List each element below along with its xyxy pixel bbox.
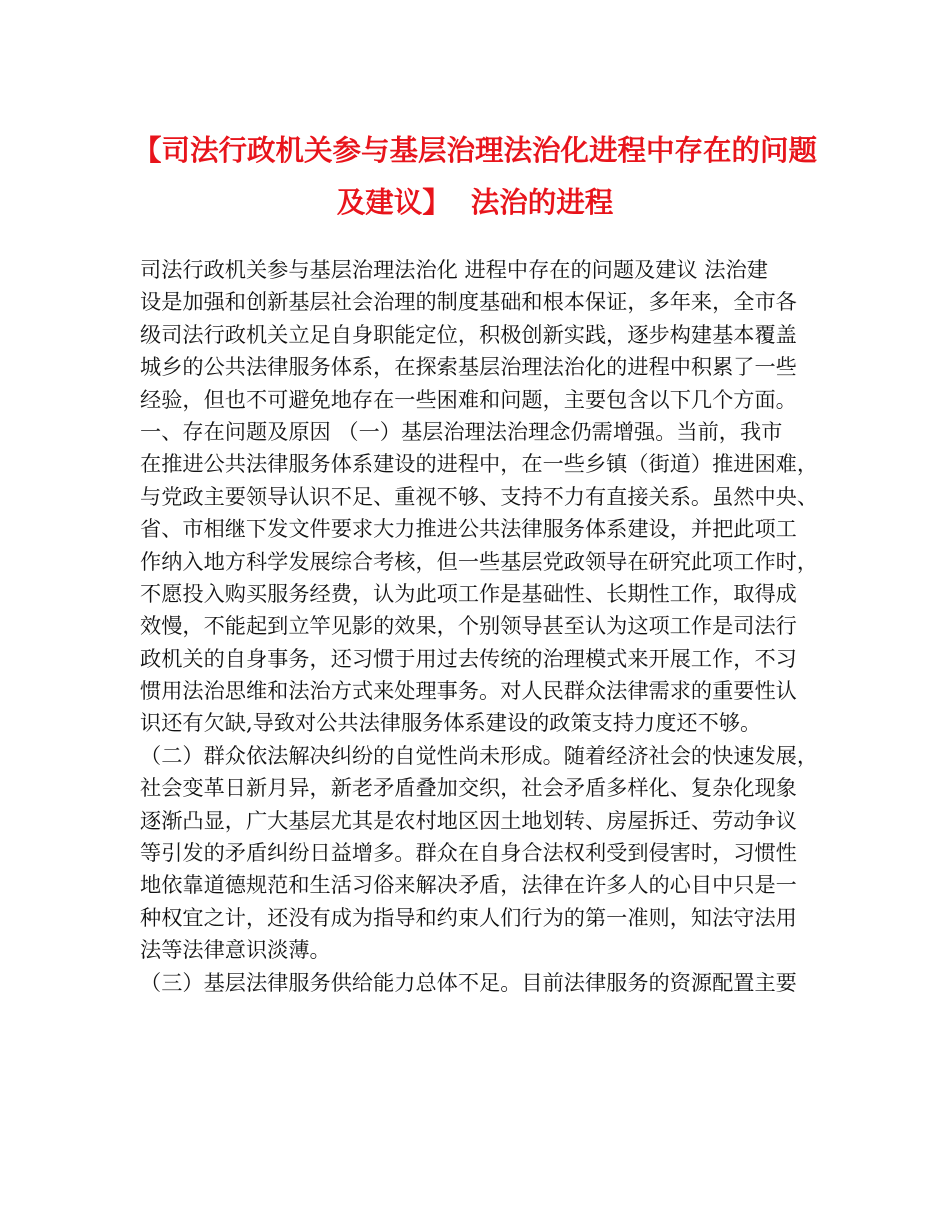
- body-line: 社会变革日新月异，新老矛盾叠加交织，社会矛盾多样化、复杂化现象: [140, 775, 797, 801]
- body-line: 不愿投入购买服务经费，认为此项工作是基础性、长期性工作，取得成: [140, 580, 797, 606]
- body-line: （二）群众依法解决纠纷的自觉性尚未形成。随着经济社会的快速发展，: [140, 742, 819, 768]
- body-text: [140, 254, 820, 999]
- body-line: 作纳入地方科学发展综合考核，但一些基层党政领导在研究此项工作时，: [140, 548, 819, 574]
- body-line: 省、市相继下发文件要求大力推进公共法律服务体系建设，并把此项工: [140, 516, 797, 542]
- body-line: 逐渐凸显，广大基层尤其是农村地区因土地划转、房屋拆迁、劳动争议: [140, 807, 797, 833]
- body-line: 经验，但也不可避免地存在一些困难和问题，主要包含以下几个方面。: [140, 386, 797, 412]
- body-line: 与党政主要领导认识不足、重视不够、支持不力有直接关系。虽然中央、: [140, 483, 819, 509]
- body-line: 地依靠道德规范和生活习俗来解决矛盾，法律在许多人的心目中只是一: [140, 872, 797, 898]
- document-title: [120, 124, 830, 228]
- title-line-1: 【司法行政机关参与基层治理法治化进程中存在的问题: [132, 133, 817, 167]
- body-line: 惯用法治思维和法治方式来处理事务。对人民群众法律需求的重要性认: [140, 678, 797, 704]
- body-line: 等引发的矛盾纠纷日益增多。群众在自身合法权利受到侵害时，习惯性: [140, 840, 797, 866]
- body-line: 效慢，不能起到立竿见影的效果，个别领导甚至认为这项工作是司法行: [140, 613, 797, 639]
- body-line: 种权宜之计，还没有成为指导和约束人们行为的第一准则，知法守法用: [140, 904, 797, 930]
- body-line: 一、存在问题及原因 （一）基层治理法治理念仍需增强。当前，我市: [140, 418, 783, 444]
- title-line-2-part-2: 法治的进程: [470, 185, 614, 219]
- body-line: 政机关的自身事务，还习惯于用过去传统的治理模式来开展工作，不习: [140, 645, 797, 671]
- body-line: 识还有欠缺,导致对公共法律服务体系建设的政策支持力度还不够。: [140, 710, 762, 736]
- body-line: （三）基层法律服务供给能力总体不足。目前法律服务的资源配置主要: [140, 969, 797, 995]
- body-line: 设是加强和创新基层社会治理的制度基础和根本保证，多年来，全市各: [140, 289, 797, 315]
- title-line-2-part-1: 及建议】: [336, 185, 451, 219]
- body-line: 法等法律意识淡薄。: [140, 937, 331, 963]
- body-line: 城乡的公共法律服务体系，在探索基层治理法治化的进程中积累了一些: [140, 354, 797, 380]
- body-line: 在推进公共法律服务体系建设的进程中，在一些乡镇（街道）推进困难，: [140, 451, 819, 477]
- body-line: 司法行政机关参与基层治理法治化 进程中存在的问题及建议 法治建: [140, 257, 768, 282]
- body-line: 级司法行政机关立足自身职能定位，积极创新实践，逐步构建基本覆盖: [140, 321, 797, 347]
